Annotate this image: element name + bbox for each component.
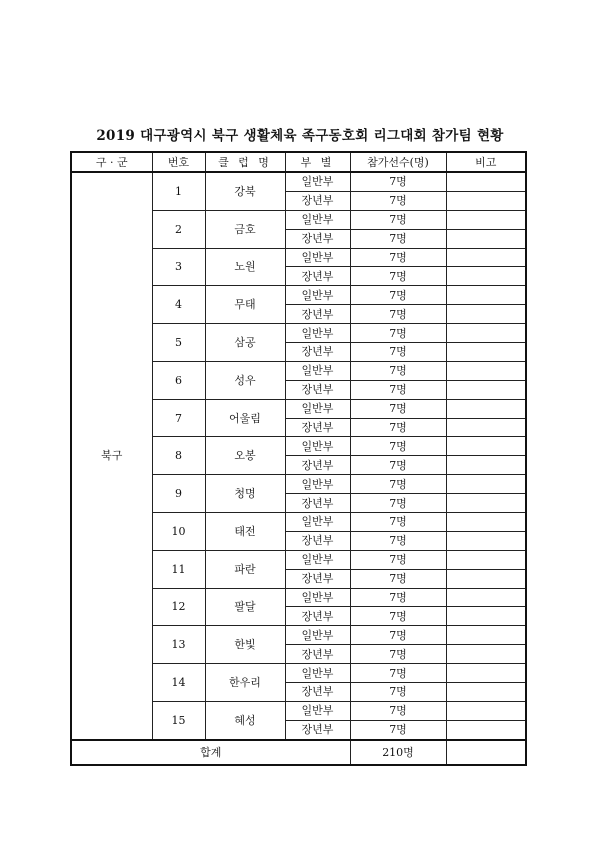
players-cell: 7명: [350, 305, 446, 324]
remarks-cell: [446, 286, 526, 305]
division-cell: 일반부: [285, 286, 350, 305]
remarks-cell: [446, 494, 526, 513]
players-cell: 7명: [350, 210, 446, 229]
club-name: 청명: [205, 475, 285, 513]
division-cell: 장년부: [285, 229, 350, 248]
remarks-cell: [446, 683, 526, 702]
header-division: 부 별: [285, 152, 350, 172]
remarks-cell: [446, 361, 526, 380]
team-number: 13: [152, 626, 205, 664]
players-cell: 7명: [350, 607, 446, 626]
division-cell: 장년부: [285, 456, 350, 475]
division-cell: 일반부: [285, 437, 350, 456]
header-district: 구 · 군: [71, 152, 152, 172]
remarks-cell: [446, 343, 526, 362]
players-cell: 7명: [350, 248, 446, 267]
division-cell: 장년부: [285, 494, 350, 513]
division-cell: 장년부: [285, 569, 350, 588]
remarks-cell: [446, 267, 526, 286]
division-cell: 일반부: [285, 324, 350, 343]
club-name: 무태: [205, 286, 285, 324]
remarks-cell: [446, 664, 526, 683]
remarks-cell: [446, 626, 526, 645]
players-cell: 7명: [350, 343, 446, 362]
remarks-cell: [446, 531, 526, 550]
division-cell: 장년부: [285, 343, 350, 362]
club-name: 팔달: [205, 588, 285, 626]
players-cell: 7명: [350, 683, 446, 702]
players-cell: 7명: [350, 550, 446, 569]
division-cell: 일반부: [285, 361, 350, 380]
club-name: 한빛: [205, 626, 285, 664]
team-number: 4: [152, 286, 205, 324]
division-cell: 장년부: [285, 267, 350, 286]
total-label: 합계: [71, 740, 350, 765]
club-name: 어울림: [205, 399, 285, 437]
total-remarks: [446, 740, 526, 765]
players-cell: 7명: [350, 229, 446, 248]
division-cell: 일반부: [285, 475, 350, 494]
remarks-cell: [446, 305, 526, 324]
team-number: 9: [152, 475, 205, 513]
players-cell: 7명: [350, 513, 446, 532]
players-cell: 7명: [350, 399, 446, 418]
players-cell: 7명: [350, 267, 446, 286]
remarks-cell: [446, 513, 526, 532]
remarks-cell: [446, 172, 526, 191]
club-name: 혜성: [205, 701, 285, 739]
header-remarks: 비고: [446, 152, 526, 172]
header-number: 번호: [152, 152, 205, 172]
remarks-cell: [446, 210, 526, 229]
players-cell: 7명: [350, 720, 446, 739]
players-cell: 7명: [350, 494, 446, 513]
header-row: [71, 152, 526, 172]
team-number: 5: [152, 324, 205, 362]
table-footer: [71, 740, 526, 765]
team-number: 2: [152, 210, 205, 248]
division-cell: 일반부: [285, 399, 350, 418]
header-players: 참가선수(명): [350, 152, 446, 172]
header-club: 클 럽 명: [205, 152, 285, 172]
remarks-cell: [446, 456, 526, 475]
remarks-cell: [446, 418, 526, 437]
division-cell: 일반부: [285, 588, 350, 607]
table-row: [71, 172, 526, 191]
division-cell: 장년부: [285, 720, 350, 739]
players-cell: 7명: [350, 569, 446, 588]
remarks-cell: [446, 437, 526, 456]
players-cell: 7명: [350, 701, 446, 720]
remarks-cell: [446, 380, 526, 399]
division-cell: 일반부: [285, 550, 350, 569]
remarks-cell: [446, 399, 526, 418]
division-cell: 장년부: [285, 305, 350, 324]
division-cell: 일반부: [285, 701, 350, 720]
remarks-cell: [446, 607, 526, 626]
division-cell: 장년부: [285, 191, 350, 210]
players-cell: 7명: [350, 437, 446, 456]
remarks-cell: [446, 720, 526, 739]
players-cell: 7명: [350, 645, 446, 664]
players-cell: 7명: [350, 380, 446, 399]
club-name: 노원: [205, 248, 285, 286]
team-number: 10: [152, 513, 205, 551]
club-name: 오봉: [205, 437, 285, 475]
club-name: 파란: [205, 550, 285, 588]
club-name: 한우리: [205, 664, 285, 702]
club-name: 금호: [205, 210, 285, 248]
team-number: 12: [152, 588, 205, 626]
team-number: 1: [152, 172, 205, 210]
remarks-cell: [446, 324, 526, 343]
team-number: 8: [152, 437, 205, 475]
division-cell: 장년부: [285, 380, 350, 399]
players-cell: 7명: [350, 191, 446, 210]
team-number: 15: [152, 701, 205, 739]
remarks-cell: [446, 645, 526, 664]
total-row: [71, 740, 526, 765]
district-cell: 북구: [71, 172, 152, 740]
team-number: 14: [152, 664, 205, 702]
division-cell: 장년부: [285, 531, 350, 550]
remarks-cell: [446, 248, 526, 267]
division-cell: 장년부: [285, 418, 350, 437]
team-number: 3: [152, 248, 205, 286]
division-cell: 장년부: [285, 607, 350, 626]
club-name: 성우: [205, 361, 285, 399]
team-number: 6: [152, 361, 205, 399]
division-cell: 장년부: [285, 683, 350, 702]
players-cell: 7명: [350, 286, 446, 305]
team-number: 11: [152, 550, 205, 588]
remarks-cell: [446, 229, 526, 248]
division-cell: 장년부: [285, 645, 350, 664]
division-cell: 일반부: [285, 626, 350, 645]
total-players: 210명: [350, 740, 446, 765]
players-cell: 7명: [350, 324, 446, 343]
remarks-cell: [446, 191, 526, 210]
remarks-cell: [446, 701, 526, 720]
table-body: [71, 172, 526, 740]
players-cell: 7명: [350, 588, 446, 607]
players-cell: 7명: [350, 456, 446, 475]
players-cell: 7명: [350, 626, 446, 645]
players-cell: 7명: [350, 475, 446, 494]
team-roster-table: [70, 151, 527, 766]
remarks-cell: [446, 550, 526, 569]
remarks-cell: [446, 475, 526, 494]
remarks-cell: [446, 569, 526, 588]
players-cell: 7명: [350, 418, 446, 437]
document-title: 2019 대구광역시 북구 생활체육 족구동호회 리그대회 참가팀 현황: [96, 128, 504, 144]
division-cell: 일반부: [285, 513, 350, 532]
players-cell: 7명: [350, 361, 446, 380]
table-header: [71, 152, 526, 172]
remarks-cell: [446, 588, 526, 607]
club-name: 태전: [205, 513, 285, 551]
players-cell: 7명: [350, 664, 446, 683]
club-name: 강북: [205, 172, 285, 210]
division-cell: 일반부: [285, 664, 350, 683]
team-number: 7: [152, 399, 205, 437]
club-name: 삼공: [205, 324, 285, 362]
players-cell: 7명: [350, 172, 446, 191]
division-cell: 일반부: [285, 172, 350, 191]
division-cell: 일반부: [285, 210, 350, 229]
players-cell: 7명: [350, 531, 446, 550]
division-cell: 일반부: [285, 248, 350, 267]
